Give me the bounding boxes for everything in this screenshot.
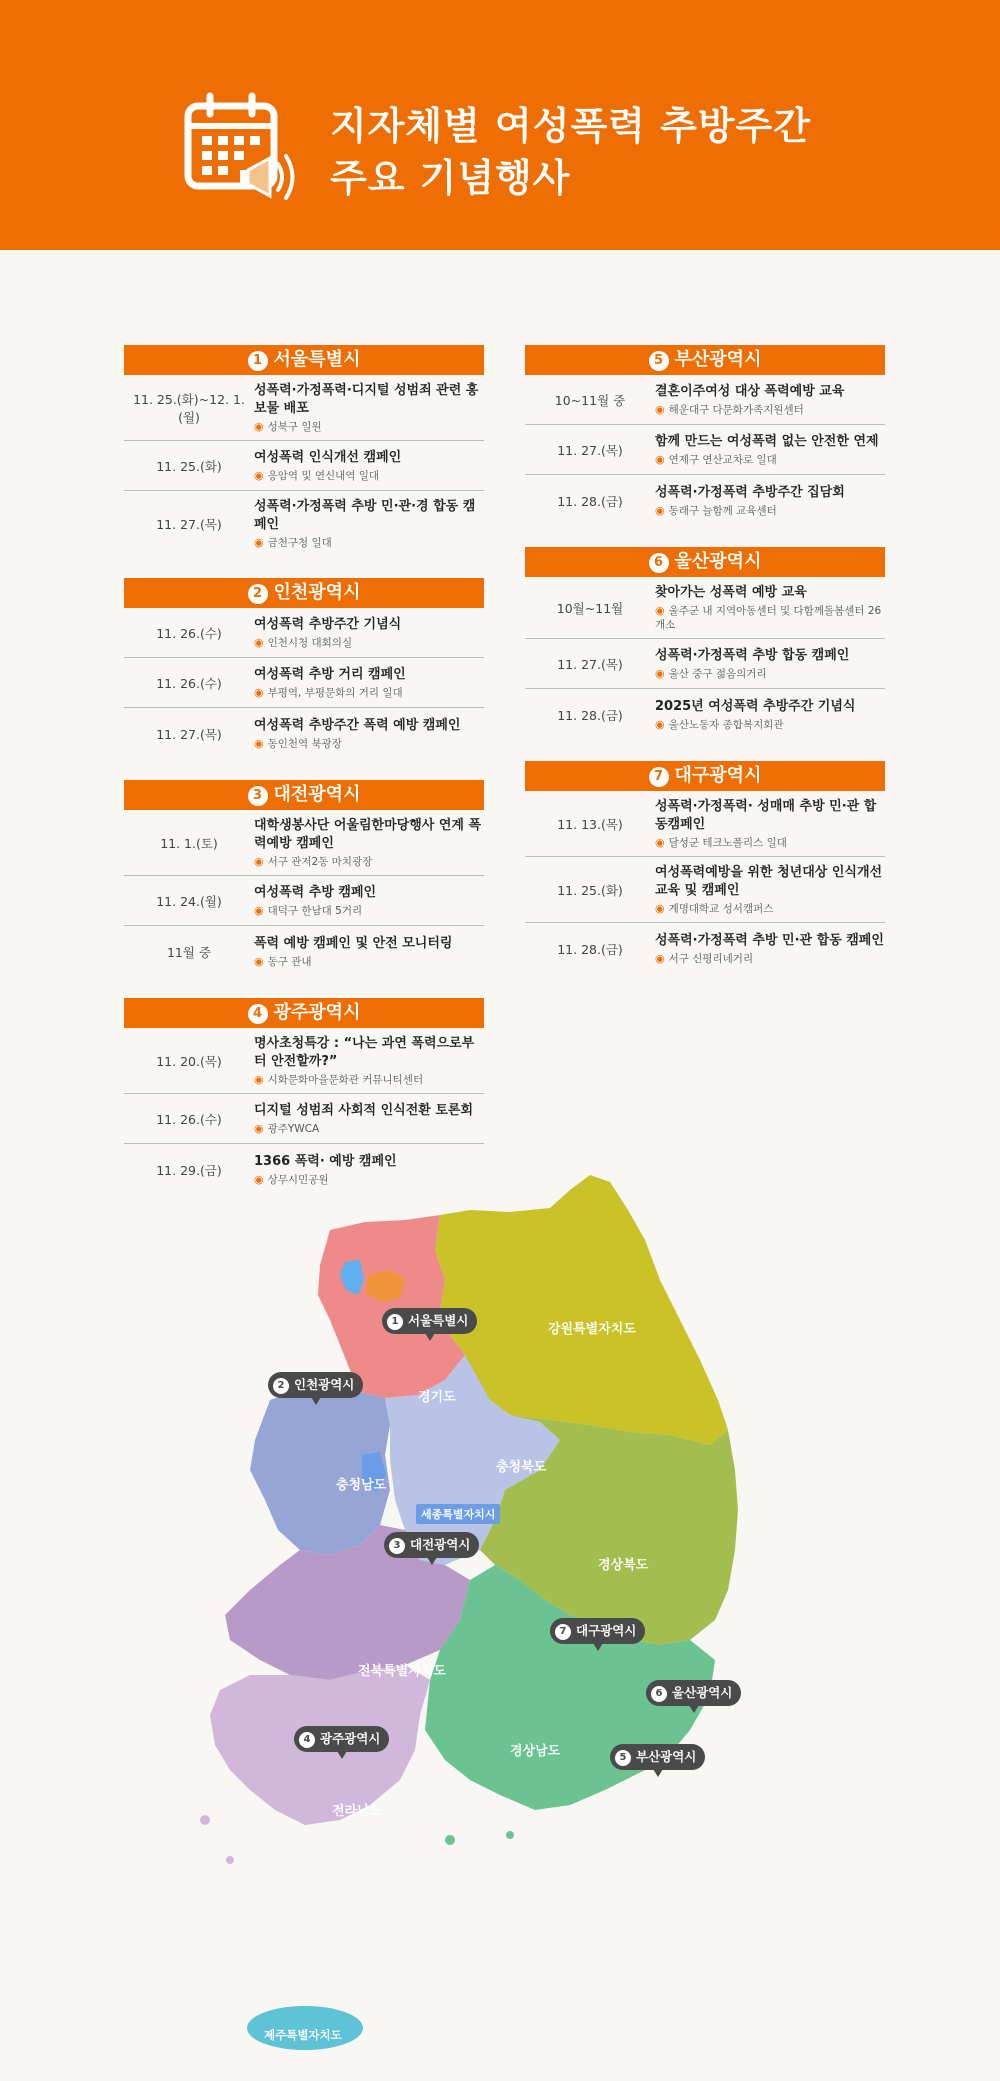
region-name: 인천광역시 xyxy=(273,582,361,603)
location-pin-icon: ◉ xyxy=(254,954,264,968)
event-date: 11. 13.(목) xyxy=(557,817,623,832)
region-number-badge: 7 xyxy=(649,767,669,787)
map-city-number: 1 xyxy=(387,1314,403,1330)
map-city-ulsan[interactable] xyxy=(646,1680,741,1706)
event-title: 성폭력·가정폭력 추방 합동 캠페인 xyxy=(655,648,850,663)
region-name: 광주광역시 xyxy=(273,1002,361,1023)
map-city-seoul[interactable] xyxy=(382,1308,477,1334)
event-date: 11. 28.(금) xyxy=(557,707,623,723)
event-info xyxy=(254,498,484,550)
event-date: 11. 25.(화) xyxy=(557,883,623,898)
region-section xyxy=(525,547,885,739)
event-place-text: 동구 관내 xyxy=(267,955,312,968)
event-place xyxy=(254,686,484,700)
event-date: 11. 26.(수) xyxy=(156,1112,222,1127)
event-info xyxy=(655,433,885,467)
location-pin-icon: ◉ xyxy=(254,1073,264,1086)
event-info xyxy=(655,584,885,632)
location-pin-icon: ◉ xyxy=(655,604,665,617)
region-number-badge: 3 xyxy=(248,786,268,806)
event-place-text: 성북구 일원 xyxy=(267,421,322,433)
event-place-text: 동래구 늘함께 교육센터 xyxy=(668,504,777,517)
map-city-incheon[interactable] xyxy=(268,1372,363,1398)
location-pin-icon: ◉ xyxy=(254,1172,264,1186)
event-info xyxy=(254,382,484,434)
map-label-gyeonggi: 경기도 xyxy=(418,1390,456,1405)
event-title: 1366 폭력· 예방 캠페인 xyxy=(254,1153,397,1169)
event-date: 10월~11월 xyxy=(556,601,624,616)
event-title: 함께 만드는 여성폭력 없는 안전한 연제 xyxy=(655,434,879,449)
event-date: 11. 28.(금) xyxy=(557,493,623,509)
event-place xyxy=(655,836,885,850)
event-place-text: 부평역, 부평문화의 거리 일대 xyxy=(267,687,403,699)
event-place-text: 상무시민공원 xyxy=(267,1173,329,1186)
event-place xyxy=(254,636,484,650)
event-date: 11. 25.(화) xyxy=(156,459,222,474)
event-place xyxy=(655,718,885,732)
region-header xyxy=(124,998,484,1028)
map-city-daegu[interactable] xyxy=(550,1618,645,1644)
event-place-text: 달성군 테크노폴리스 일대 xyxy=(668,837,787,849)
event-place-text: 서구 신평리네거리 xyxy=(668,952,754,965)
event-info xyxy=(655,484,885,518)
event-place xyxy=(254,536,484,550)
event-row xyxy=(525,923,885,973)
event-date: 11. 27.(목) xyxy=(557,443,623,458)
event-place xyxy=(655,403,885,417)
location-pin-icon: ◉ xyxy=(254,855,264,868)
event-title: 여성폭력 추방주간 기념식 xyxy=(254,617,402,632)
location-pin-icon: ◉ xyxy=(254,904,264,917)
location-pin-icon: ◉ xyxy=(655,902,665,915)
event-date: 11월 중 xyxy=(166,944,212,960)
region-number-badge: 4 xyxy=(248,1004,268,1024)
event-title: 찾아가는 성폭력 예방 교육 xyxy=(655,585,807,600)
event-date: 11. 26.(수) xyxy=(156,626,222,641)
region-number-badge: 1 xyxy=(248,351,268,371)
location-pin-icon: ◉ xyxy=(254,469,264,482)
event-place xyxy=(254,955,484,969)
event-info xyxy=(254,616,484,650)
event-row xyxy=(124,810,484,876)
event-info xyxy=(254,817,484,869)
region-header xyxy=(525,345,885,375)
event-row xyxy=(525,425,885,475)
map-city-daejeon[interactable] xyxy=(384,1532,479,1558)
event-title: 대학생봉사단 어울림한마당행사 연계 폭력예방 캠페인 xyxy=(254,818,482,851)
event-place-text: 동인천역 북광장 xyxy=(267,737,342,750)
event-date: 11. 26.(수) xyxy=(156,676,222,691)
event-place xyxy=(655,952,885,966)
map-city-name: 대전광역시 xyxy=(410,1537,471,1552)
event-place-text: 울산 중구 젊음의거리 xyxy=(668,668,767,680)
location-pin-icon: ◉ xyxy=(254,686,264,699)
event-date: 11. 24.(월) xyxy=(156,894,222,909)
map-island xyxy=(445,1835,455,1845)
region-section xyxy=(525,761,885,973)
location-pin-icon: ◉ xyxy=(655,453,665,466)
event-row xyxy=(124,708,484,758)
region-name: 부산광역시 xyxy=(674,349,762,370)
map-city-name: 대구광역시 xyxy=(576,1623,637,1638)
map-city-busan[interactable] xyxy=(610,1744,705,1770)
event-title: 폭력 예방 캠페인 및 안전 모니터링 xyxy=(254,935,453,951)
region-header xyxy=(525,761,885,791)
region-section xyxy=(525,345,885,525)
event-row xyxy=(124,608,484,658)
event-row xyxy=(525,475,885,525)
location-pin-icon: ◉ xyxy=(655,667,665,680)
event-title: 명사초청특강 : “나는 과연 폭력으로부터 안전할까?” xyxy=(254,1036,475,1069)
event-date: 11. 1.(토) xyxy=(160,836,218,851)
region-name: 울산광역시 xyxy=(674,551,762,572)
event-place-text: 응암역 및 연신내역 일대 xyxy=(267,470,380,482)
event-place-text: 대덕구 한남대 5거리 xyxy=(267,905,363,917)
region-number-badge: 6 xyxy=(649,553,669,573)
page-title xyxy=(330,100,811,204)
region-section xyxy=(124,998,484,1194)
map-label-gyeongnam: 경상남도 xyxy=(510,1744,561,1759)
region-number-badge: 2 xyxy=(248,584,268,604)
map-city-name: 광주광역시 xyxy=(320,1731,381,1746)
event-title: 2025년 여성폭력 추방주간 기념식 xyxy=(655,698,856,714)
event-place xyxy=(655,453,885,467)
map-label-gangwon: 강원특별자치도 xyxy=(548,1322,636,1337)
event-title: 디지털 성범죄 사회적 인식전환 토론회 xyxy=(254,1103,474,1118)
event-place-text: 울산노동자 종합복지회관 xyxy=(668,718,784,731)
event-title: 여성폭력 추방 거리 캠페인 xyxy=(254,667,406,682)
event-place-text: 시화문화마을문화관 커뮤니티센터 xyxy=(267,1074,424,1086)
region-header xyxy=(525,547,885,577)
event-row xyxy=(124,658,484,708)
event-place-text: 인천시청 대회의실 xyxy=(267,637,353,649)
event-title: 여성폭력예방을 위한 청년대상 인식개선교육 및 캠페인 xyxy=(655,865,883,898)
header-banner xyxy=(0,0,1000,250)
event-date: 11. 28.(금) xyxy=(557,941,623,957)
map-island xyxy=(200,1815,210,1825)
event-info xyxy=(254,935,484,969)
event-place xyxy=(655,604,885,632)
event-info xyxy=(254,1102,484,1136)
event-row xyxy=(525,857,885,923)
event-date: 11. 20.(목) xyxy=(156,1054,222,1069)
map-city-name: 울산광역시 xyxy=(672,1685,733,1700)
event-row xyxy=(124,1028,484,1094)
event-date: 10~11월 중 xyxy=(554,393,626,408)
location-pin-icon: ◉ xyxy=(655,717,665,731)
map-city-number: 2 xyxy=(273,1378,289,1394)
right-column xyxy=(525,345,885,995)
map-city-number: 5 xyxy=(615,1750,631,1766)
map-label-chungbuk: 충청북도 xyxy=(496,1460,547,1475)
event-row xyxy=(124,876,484,926)
map-label-jeonnam: 전라남도 xyxy=(332,1804,383,1819)
event-info xyxy=(254,717,484,751)
map-city-name: 인천광역시 xyxy=(294,1377,355,1392)
event-row xyxy=(525,639,885,689)
event-title: 성폭력·가정폭력·디지털 성범죄 관련 홍보물 배포 xyxy=(254,383,479,416)
event-title: 여성폭력 인식개선 캠페인 xyxy=(254,450,402,465)
event-row xyxy=(525,375,885,425)
event-title: 성폭력·가정폭력 추방 민·관·경 합동 캠페인 xyxy=(254,499,476,532)
location-pin-icon: ◉ xyxy=(254,736,264,750)
event-place-text: 연제구 연산교차로 일대 xyxy=(668,454,777,466)
event-info xyxy=(254,666,484,700)
event-title: 성폭력·가정폭력 추방 민·관 합동 캠페인 xyxy=(655,932,884,948)
location-pin-icon: ◉ xyxy=(254,1122,264,1135)
page-title-line2: 주요 기념행사 xyxy=(330,156,571,200)
event-row xyxy=(525,577,885,639)
region-number-badge: 5 xyxy=(649,351,669,371)
map-label-sejong: 세종특별자치시 xyxy=(416,1504,500,1524)
event-title: 성폭력·가정폭력 추방주간 집담회 xyxy=(655,484,845,500)
map-label-chungnam: 충청남도 xyxy=(336,1478,387,1493)
event-date: 11. 27.(목) xyxy=(156,726,222,742)
event-row xyxy=(525,791,885,857)
region-name: 대구광역시 xyxy=(674,765,762,786)
location-pin-icon: ◉ xyxy=(655,951,665,965)
location-pin-icon: ◉ xyxy=(655,836,665,849)
event-date: 11. 27.(목) xyxy=(557,657,623,672)
location-pin-icon: ◉ xyxy=(655,503,665,517)
page-title-line1: 지자체별 여성폭력 추방주간 xyxy=(330,104,811,148)
left-column xyxy=(124,345,484,1216)
location-pin-icon: ◉ xyxy=(254,636,264,649)
event-place xyxy=(254,737,484,751)
event-place xyxy=(254,420,484,434)
region-header xyxy=(124,780,484,810)
event-place-text: 금천구청 일대 xyxy=(267,537,332,549)
event-info xyxy=(655,383,885,417)
event-info xyxy=(254,884,484,918)
event-place xyxy=(254,469,484,483)
event-place xyxy=(254,904,484,918)
event-place-text: 계명대학교 성서캠퍼스 xyxy=(668,903,774,915)
event-info xyxy=(254,1035,484,1087)
event-place xyxy=(254,1122,484,1136)
event-date: 11. 29.(금) xyxy=(156,1162,222,1178)
event-info xyxy=(655,864,885,916)
event-place xyxy=(655,902,885,916)
event-info xyxy=(254,449,484,483)
event-row xyxy=(124,491,484,556)
event-place-text: 광주YWCA xyxy=(267,1123,320,1135)
map-label-gyeongbuk: 경상북도 xyxy=(598,1558,649,1573)
event-date: 11. 27.(목) xyxy=(156,517,222,532)
event-row xyxy=(124,926,484,976)
map-city-name: 부산광역시 xyxy=(636,1749,697,1764)
event-place-text: 해운대구 다문화가족지원센터 xyxy=(668,404,804,416)
region-name: 대전광역시 xyxy=(273,784,361,805)
region-header xyxy=(124,578,484,608)
map-island xyxy=(226,1856,234,1864)
event-title: 성폭력·가정폭력· 성매매 추방 민·관 합동캠페인 xyxy=(655,799,877,832)
event-info xyxy=(655,798,885,850)
event-info xyxy=(655,932,885,966)
event-place xyxy=(254,855,484,869)
map-city-number: 6 xyxy=(651,1686,667,1702)
location-pin-icon: ◉ xyxy=(254,420,264,433)
region-section xyxy=(124,345,484,556)
event-date: 11. 25.(화)~12. 1.(월) xyxy=(133,392,245,425)
korea-map xyxy=(190,1170,750,2070)
region-section xyxy=(124,780,484,976)
map-city-number: 4 xyxy=(299,1732,315,1748)
event-title: 여성폭력 추방주간 폭력 예방 캠페인 xyxy=(254,717,461,733)
map-label-jeju: 제주특별자치도 xyxy=(264,2028,342,2042)
event-title: 여성폭력 추방 캠페인 xyxy=(254,885,377,900)
event-title: 결혼이주여성 대상 폭력예방 교육 xyxy=(655,384,845,399)
event-row xyxy=(124,375,484,441)
region-name: 서울특별시 xyxy=(273,349,361,370)
event-row xyxy=(124,441,484,491)
event-place xyxy=(254,1073,484,1087)
event-row xyxy=(124,1094,484,1144)
map-city-number: 3 xyxy=(389,1538,405,1554)
map-city-gwangju[interactable] xyxy=(294,1726,389,1752)
region-section xyxy=(124,578,484,758)
calendar-megaphone-icon xyxy=(182,92,307,202)
event-place-text: 울주군 내 지역아동센터 및 다함께돌봄센터 26개소 xyxy=(655,605,882,631)
location-pin-icon: ◉ xyxy=(655,403,665,416)
map-city-number: 7 xyxy=(555,1624,571,1640)
map-label-jeonbuk: 전북특별자치도 xyxy=(358,1664,446,1679)
event-place xyxy=(655,504,885,518)
event-info xyxy=(655,698,885,732)
location-pin-icon: ◉ xyxy=(254,536,264,549)
map-city-name: 서울특별시 xyxy=(408,1313,469,1328)
map-island xyxy=(506,1831,514,1839)
region-header xyxy=(124,345,484,375)
event-row xyxy=(525,689,885,739)
event-info xyxy=(655,647,885,681)
event-place-text: 서구 관저2동 마치광장 xyxy=(267,856,373,868)
event-place xyxy=(655,667,885,681)
